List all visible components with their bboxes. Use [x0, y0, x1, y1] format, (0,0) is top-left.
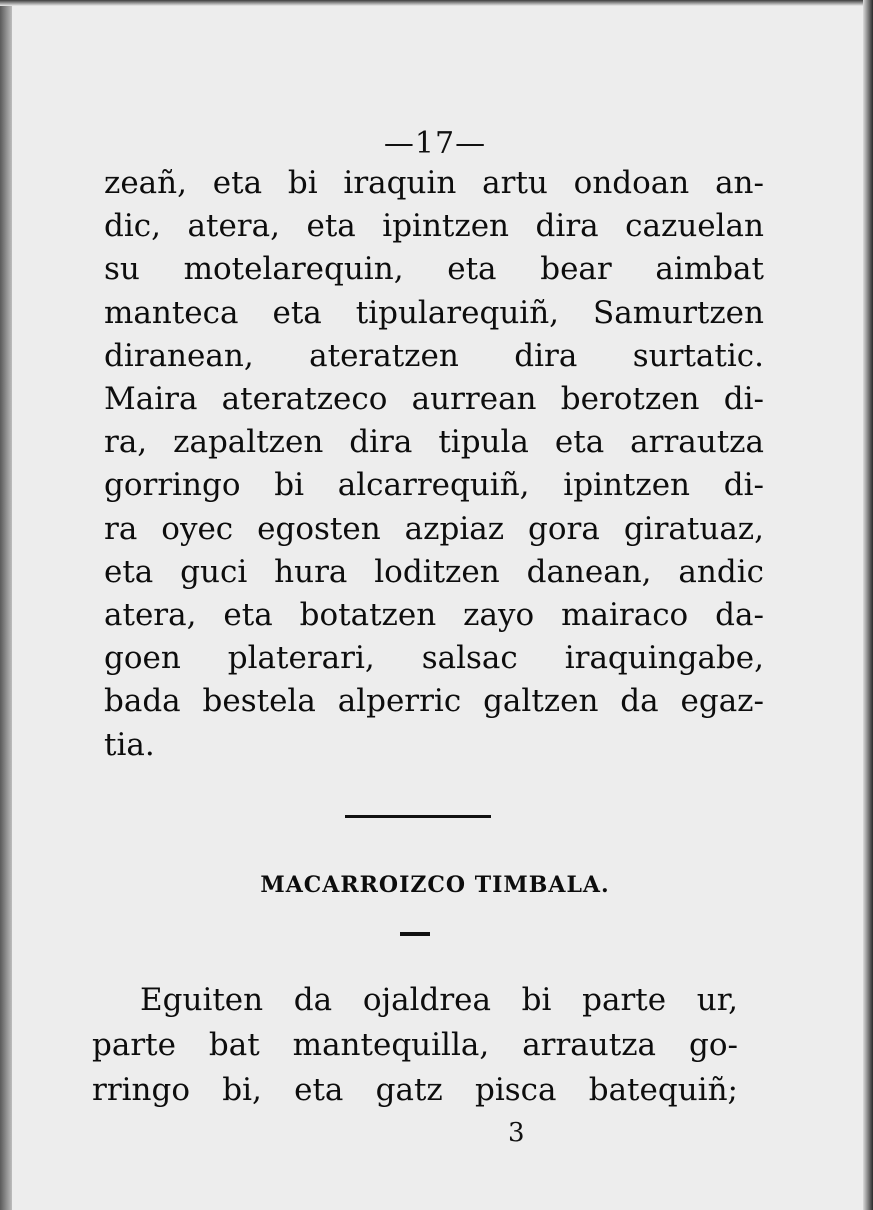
recipe-paragraph: [92, 978, 738, 1113]
page-number: —17—: [383, 126, 487, 161]
text-line: su motelarequin, eta bear aimbat: [104, 251, 764, 288]
text-line: eta guci hura loditzen danean, andic: [104, 553, 764, 590]
recipe-title: MACARROIZCO TIMBALA.: [260, 872, 610, 898]
section-divider-rule: [345, 815, 491, 818]
text-line: tia.: [104, 726, 155, 763]
page-top-edge: [0, 0, 873, 6]
text-line: ra oyec egosten azpiaz gora giratuaz,: [104, 510, 764, 547]
text-line: ra, zapaltzen dira tipula eta arrautza: [104, 424, 764, 461]
text-line: Maira ateratzeco aurrean berotzen di-: [104, 381, 764, 418]
text-line: atera, eta botatzen zayo mairaco da-: [104, 597, 764, 634]
text-line: rringo bi, eta gatz pisca batequiñ;: [92, 1072, 738, 1108]
signature-mark: 3: [508, 1118, 525, 1148]
title-dash: [400, 932, 430, 936]
text-line: zeañ, eta bi iraquin artu ondoan an-: [104, 165, 764, 201]
binding-gutter: [0, 0, 12, 1210]
text-line: bada bestela alperric galtzen da egaz-: [104, 683, 764, 720]
text-line: parte bat mantequilla, arrautza go-: [92, 1027, 738, 1063]
page-right-edge: [863, 0, 873, 1210]
text-line: goen platerari, salsac iraquingabe,: [104, 640, 764, 677]
recipe-continuation-paragraph: [104, 162, 764, 767]
text-line: diranean, ateratzen dira surtatic.: [104, 337, 764, 374]
text-line: gorringo bi alcarrequiñ, ipintzen di-: [104, 467, 764, 504]
text-line: Eguiten da ojaldrea bi parte ur,: [140, 982, 738, 1018]
text-line: manteca eta tipularequiñ, Samurtzen: [104, 294, 764, 331]
text-line: dic, atera, eta ipintzen dira cazuelan: [104, 208, 764, 245]
